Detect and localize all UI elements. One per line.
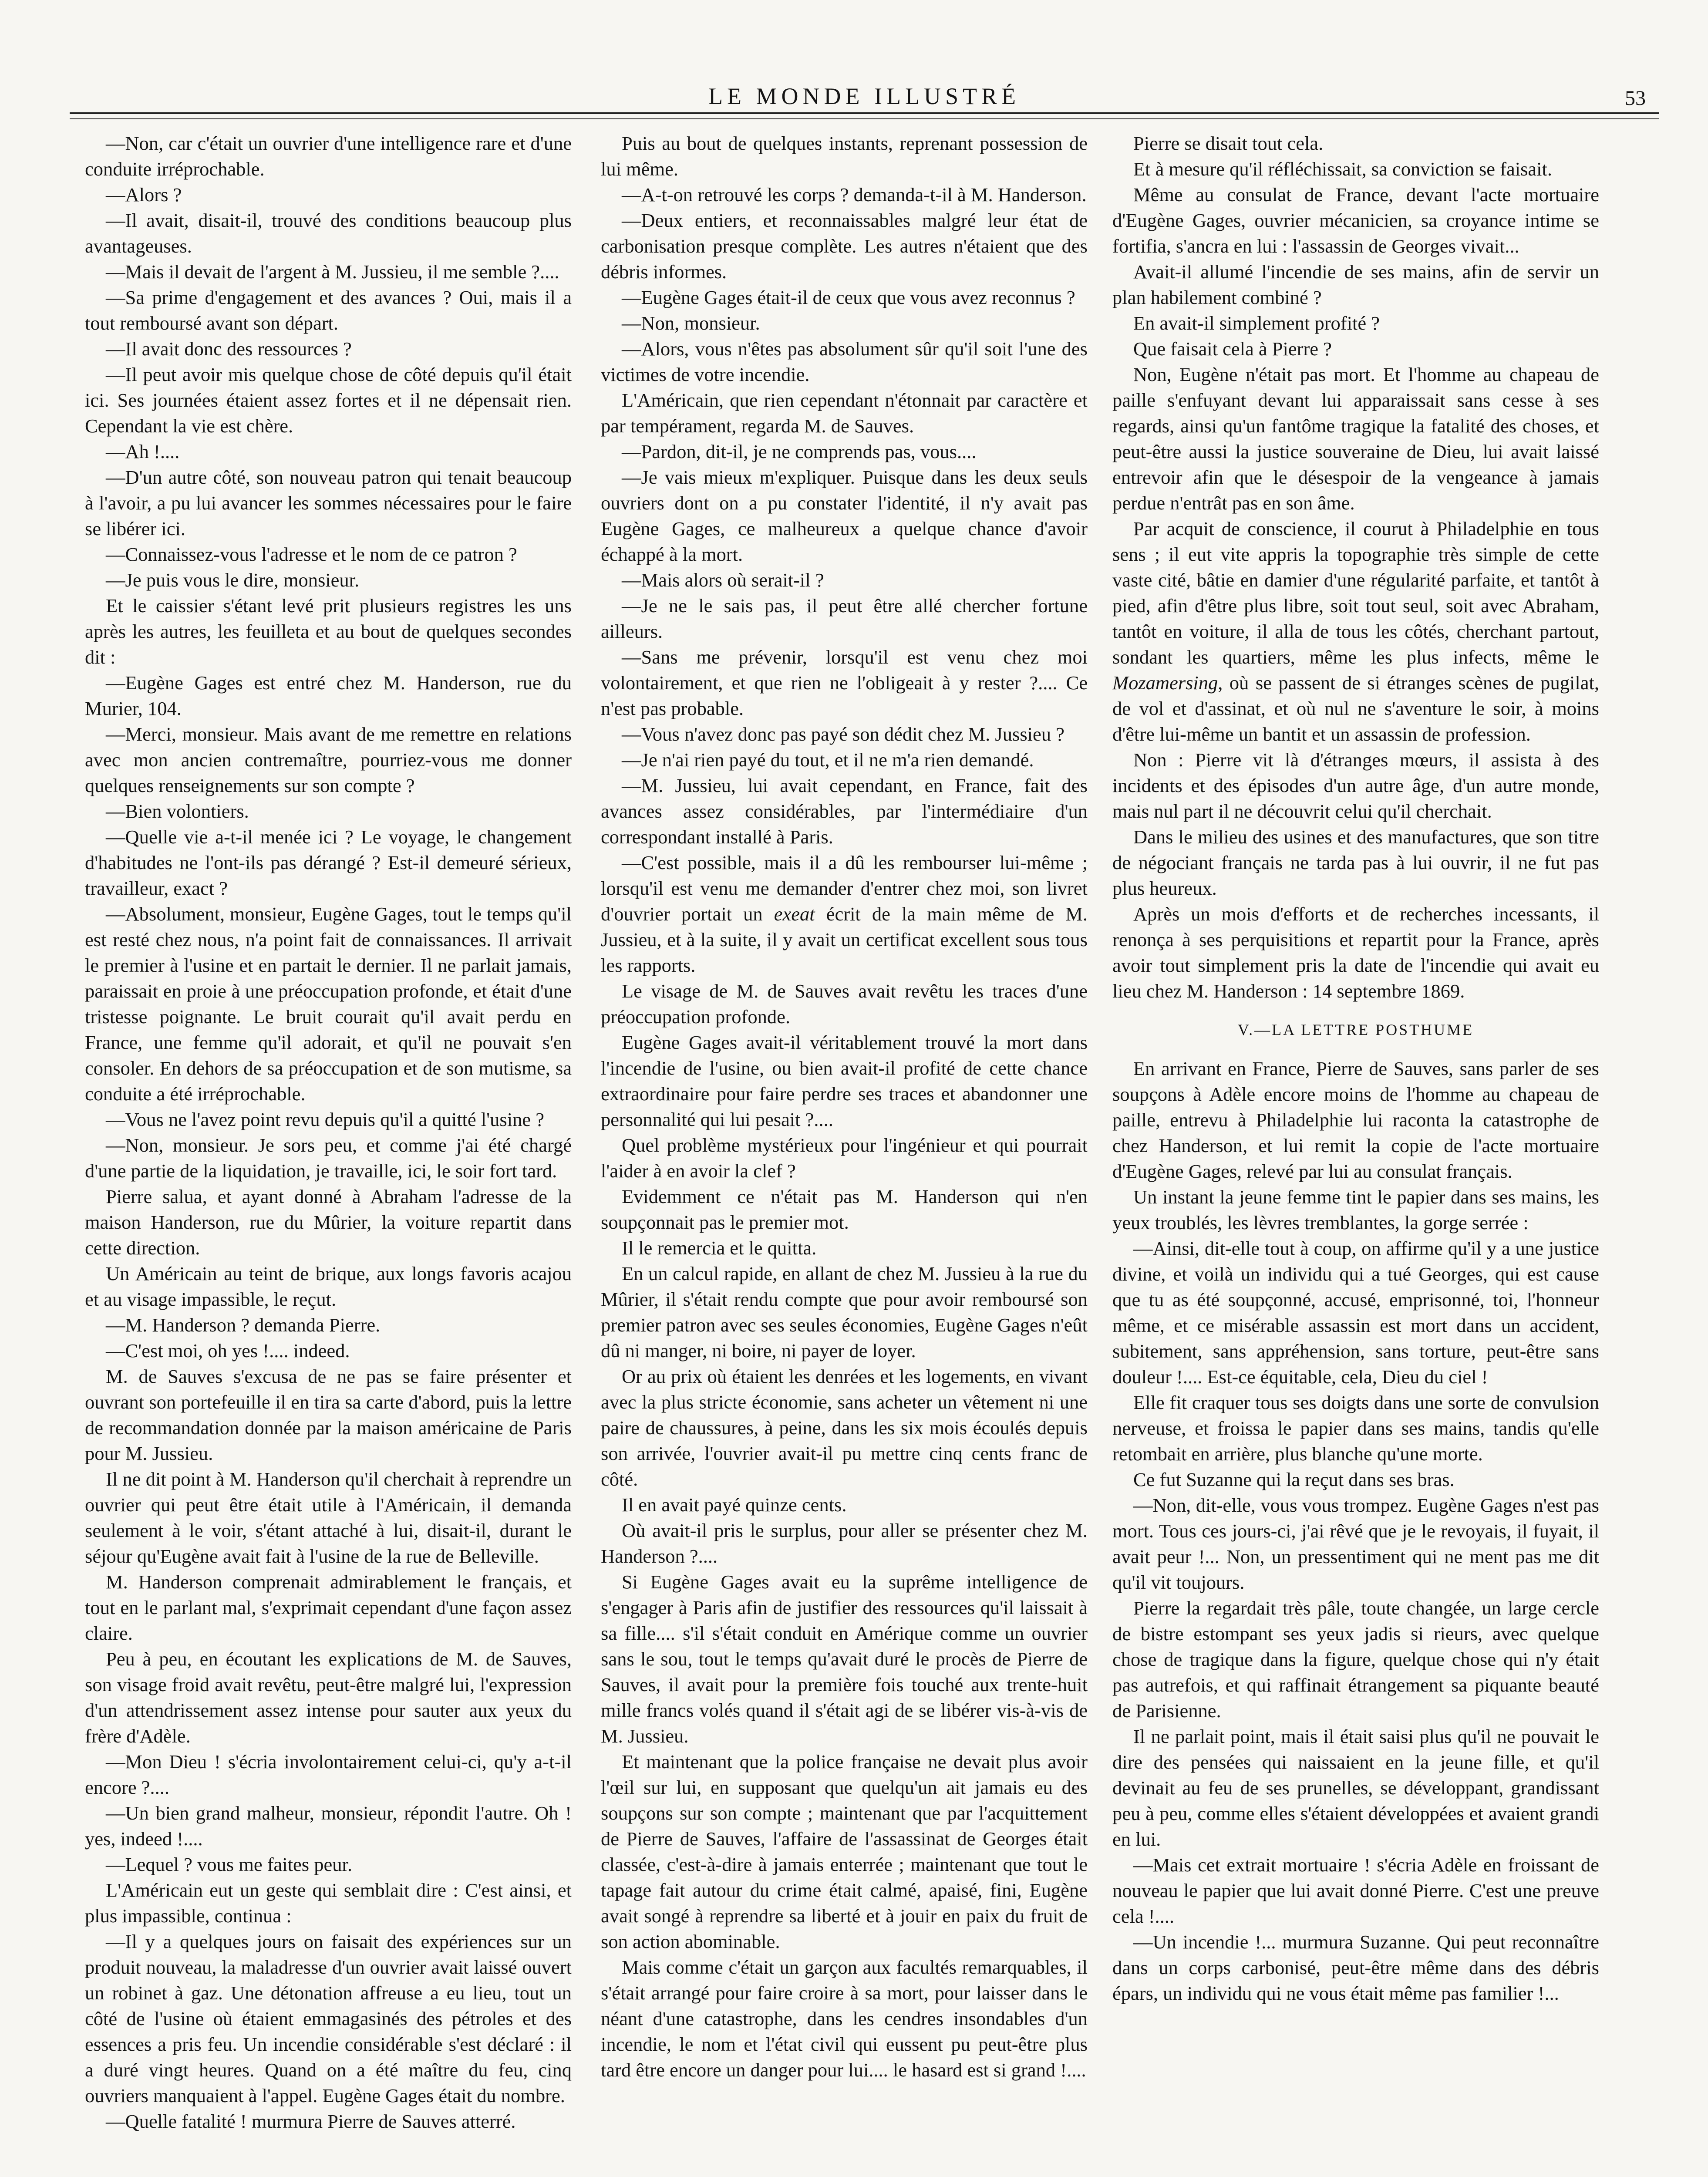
paragraph: Pierre salua, et ayant donné à Abraham l'adresse de la maison Handerson, rue du Mûrier, la voiture repartit dans cette direction. [85, 1186, 572, 1259]
paragraph: —Il avait, disait-il, trouvé des conditions beaucoup plus avantageuses. [85, 209, 572, 257]
header-rule [70, 112, 1659, 114]
paragraph: M. de Sauves s'excusa de ne pas se faire présenter et ouvrant son portefeuille il en tira sa carte d'abord, puis la lettre de recommandation donnée par la maison américaine de Paris pour M. Jussieu. [85, 1365, 572, 1464]
paragraph: Eugène Gages avait-il véritablement trouvé la mort dans l'incendie de l'usine, ou bien avait-il profité de cette chance extraordinaire pour faire perdre ses traces et abandonner une personnalité qui lui pesait ?.... [601, 1031, 1088, 1130]
paragraph: —Ainsi, dit-elle tout à coup, on affirme qu'il y a une justice divine, et voilà un individu qui a tué Georges, qui est cause que tu as été soupçonné, accusé, emprisonné, toi, l'honneur même, et ce misérable assassin est mort dans un accident, subitement, sans appréhension, sans torture, peut-être sans douleur !.... Est-ce équitable, cela, Dieu du ciel ! [1112, 1237, 1599, 1388]
paragraph: —Alors, vous n'êtes pas absolument sûr qu'il soit l'une des victimes de votre incendie. [601, 338, 1088, 385]
text-column-3 [1112, 131, 1599, 2177]
column-3-top [1112, 131, 1599, 1004]
paragraph: Peu à peu, en écoutant les explications de M. de Sauves, son visage froid avait revêtu, peut-être malgré lui, l'expression d'un attendrissement assez intense pour sauter aux yeux du frère d'Adèle. [85, 1648, 572, 1747]
paragraph: Et à mesure qu'il réfléchissait, sa conviction se faisait. [1133, 158, 1552, 180]
paragraph: —Je vais mieux m'expliquer. Puisque dans les deux seuls ouvriers dont on a pu constater l'identité, il n'y avait pas Eugène Gages, ce malheureux a quelque chance d'avoir échappé à la mort. [601, 466, 1088, 565]
paragraph: Mais comme c'était un garçon aux facultés remarquables, il s'était arrangé pour faire croire à sa mort, pour laisser dans le néant d'une catastrophe, dans les cendres insondables d'un incendie, le nom et l'état civil qui eussent pu peut-être plus tard être encore un danger pour lui.... le hasard est si grand !.... [601, 1956, 1088, 2081]
paragraph: —Quelle fatalité ! murmura Pierre de Sauves atterré. [106, 2110, 516, 2132]
paragraph: En un calcul rapide, en allant de chez M. Jussieu à la rue du Mûrier, il s'était rendu compte que pour avoir remboursé son premier patron avec ses seules économies, Eugène Gages n'eût dû ni manger, ni boire, ni payer de loyer. [601, 1263, 1088, 1361]
paragraph: Il ne dit point à M. Handerson qu'il cherchait à reprendre un ouvrier qui peut être était utile à l'Américain, il demanda seulement à le voir, s'étant attaché à lui, disait-il, durant le séjour qu'Eugène avait fait à l'usine de la rue de Belleville. [85, 1468, 572, 1567]
paragraph: —Mon Dieu ! s'écria involontairement celui-ci, qu'y a-t-il encore ?.... [85, 1751, 572, 1798]
section-title: V.—LA LETTRE POSTHUME [1237, 1021, 1474, 1038]
paragraph: —Deux entiers, et reconnaissables malgré leur état de carbonisation presque complète. Les autres n'étaient que des débris informes. [601, 209, 1088, 283]
paragraph: —Bien volontiers. [106, 800, 249, 822]
paragraph: —Il y a quelques jours on faisait des expériences sur un produit nouveau, la maladresse d'un ouvrier avait laissé ouvert un robinet à gaz. Une détonation affreuse a eu lieu, tout un côté de l'usine où étaient emmagasinés des pétroles et des essences a pris feu. Un incendie considérable s'est déclaré : il a duré vingt heures. Quand on a été maître du feu, cinq ouvriers manquaient à l'appel. Eugène Gages était du nombre. [85, 1931, 572, 2106]
paragraph: —M. Jussieu, lui avait cependant, en France, fait des avances assez considérables, par l'intermédiaire d'un correspondant installé à Paris. [601, 775, 1088, 848]
page-number: 53 [1625, 87, 1646, 110]
paragraph: En arrivant en France, Pierre de Sauves, sans parler de ses soupçons à Adèle encore moins de l'homme au chapeau de paille, entrevu à Philadelphie lui raconta la catastrophe de chez Handerson, et lui remit la copie de l'acte mortuaire d'Eugène Gages, relevé par lui au consulat français. [1112, 1058, 1599, 1182]
paragraph: Puis au bout de quelques instants, reprenant possession de lui même. [601, 132, 1088, 180]
paragraph: Même au consulat de France, devant l'acte mortuaire d'Eugène Gages, ouvrier mécanicien, sa croyance intime se fortifia, s'ancra en lui : l'assassin de Georges vivait... [1112, 184, 1599, 257]
paragraph: —Il peut avoir mis quelque chose de côté depuis qu'il était ici. Ses journées étaient assez fortes et il ne dépensait rien. Cependant la vie est chère. [85, 364, 572, 437]
text-column-2 [601, 131, 1088, 2177]
paragraph: —Un bien grand malheur, monsieur, répondit l'autre. Oh ! yes, indeed !.... [85, 1802, 572, 1850]
paragraph: Or au prix où étaient les denrées et les logements, en vivant avec la plus stricte économie, sans acheter un vêtement ni une paire de chaussures, à peine, dans les six mois écoulés depuis son arrivée, l'ouvrier avait-il pu mettre cinq cents franc de côté. [601, 1365, 1088, 1490]
paragraph: —Vous n'avez donc pas payé son dédit chez M. Jussieu ? [622, 723, 1065, 745]
paragraph: —Eugène Gages était-il de ceux que vous avez reconnus ? [622, 286, 1075, 308]
paragraph: —D'un autre côté, son nouveau patron qui tenait beaucoup à l'avoir, a pu lui avancer les sommes nécessaires pour le faire se libérer ici. [85, 466, 572, 539]
paragraph: —Non, dit-elle, vous vous trompez. Eugène Gages n'est pas mort. Tous ces jours-ci, j'ai rêvé que je le revoyais, il fuyait, il avait peur !... Non, un pressentiment qui ne ment pas me dit qu'il vit toujours. [1112, 1494, 1599, 1593]
paragraph: Quel problème mystérieux pour l'ingénieur et qui pourrait l'aider à en avoir la clef ? [601, 1134, 1088, 1182]
paragraph: Il le remercia et le quitta. [622, 1237, 817, 1259]
paragraph: L'Américain eut un geste qui semblait dire : C'est ainsi, et plus impassible, continua : [85, 1879, 572, 1927]
paragraph: —Non, car c'était un ouvrier d'une intelligence rare et d'une conduite irréprochable. [85, 132, 572, 180]
paragraph: Pierre se disait tout cela. [1133, 132, 1324, 154]
paragraph: Elle fit craquer tous ses doigts dans une sorte de convulsion nerveuse, et froissa le papier dans ses mains, tandis qu'elle retombait en arrière, plus blanche qu'une morte. [1112, 1392, 1599, 1465]
paragraph: —Mais cet extrait mortuaire ! s'écria Adèle en froissant de nouveau le papier que lui avait donné Pierre. C'est une preuve cela !.... [1112, 1854, 1599, 1927]
paragraph: —Je n'ai rien payé du tout, et il ne m'a rien demandé. [622, 749, 1034, 771]
paragraph: Le visage de M. de Sauves avait revêtu les traces d'une préoccupation profonde. [601, 980, 1088, 1028]
paragraph: —Absolument, monsieur, Eugène Gages, tout le temps qu'il est resté chez nous, n'a point fait de connaissances. Il arrivait le premier à l'usine et en partait le dernier. Il ne parlait jamais, paraissait en proie à une préoccupation profonde, et était d'une tristesse poignante. Le bruit courait qu'il avait perdu en France, une femme qu'il adorait, et qu'il ne pouvait s'en consoler. En dehors de sa préoccupation et de son mutisme, sa conduite a été irréprochable. [85, 903, 572, 1105]
paragraph: Il ne parlait point, mais il était saisi plus qu'il ne pouvait le dire des pensées qui naissaient en la jeune fille, et qu'il devinait au feu de ses prunelles, se développant, grandissant peu à peu, comme elles s'étaient développées et avaient grandi en lui. [1112, 1725, 1599, 1850]
paragraph: Un instant la jeune femme tint le papier dans ses mains, les yeux troublés, les lèvres tremblantes, la gorge serrée : [1112, 1186, 1599, 1233]
paragraph: L'Américain, que rien cependant n'étonnait par caractère et par tempérament, regarda M. de Sauves. [601, 389, 1088, 437]
paragraph: —Je ne le sais pas, il peut être allé chercher fortune ailleurs. [601, 595, 1088, 642]
paragraph: —Un incendie !... murmura Suzanne. Qui peut reconnaître dans un corps carbonisé, peut-être même dans des débris épars, un individu qui ne vous était même pas familier !... [1112, 1931, 1599, 2004]
paragraph: —Je puis vous le dire, monsieur. [106, 569, 360, 591]
paragraph: Que faisait cela à Pierre ? [1133, 338, 1332, 360]
paragraph: Et le caissier s'étant levé prit plusieurs registres les uns après les autres, les feuilleta et au bout de quelques secondes dit : [85, 595, 572, 668]
masthead: LE MONDE ILLUSTRÉ [708, 83, 1020, 109]
paragraph: Un Américain au teint de brique, aux longs favoris acajou et au visage impassible, le reçut. [85, 1263, 572, 1310]
paragraph: Dans le milieu des usines et des manufactures, que son titre de négociant français ne tarda pas à lui ouvrir, il ne fut pas plus heureux. [1112, 826, 1599, 899]
paragraph: —Pardon, dit-il, je ne comprends pas, vous.... [622, 441, 977, 462]
paragraph: Ce fut Suzanne qui la reçut dans ses bras. [1133, 1469, 1455, 1490]
header-rule [70, 118, 1659, 119]
paragraph: —Connaissez-vous l'adresse et le nom de ce patron ? [106, 543, 517, 565]
paragraph: —C'est possible, mais il a dû les rembourser lui-même ; lorsqu'il est venu me demander d'entrer chez moi, son livret d'ouvrier portait un exeat écrit de la main même de M. Jussieu, et à la suite, il y avait un certificat excellent sous tous les rapports. [601, 852, 1088, 976]
paragraph: —Ah !.... [106, 441, 180, 462]
paragraph: Pierre la regardait très pâle, toute changée, un large cercle de bistre estompant ses yeux jadis si rieurs, avec quelque chose de tragique dans la figure, quelque chose qui n'y était pas autrefois, et qui raffinait étrangement sa piquante beauté de Parisienne. [1112, 1597, 1599, 1722]
paragraph: M. Handerson comprenait admirablement le français, et tout en le parlant mal, s'exprimait cependant d'une façon assez claire. [85, 1571, 572, 1644]
paragraph: —Non, monsieur. Je sors peu, et comme j'ai été chargé d'une partie de la liquidation, je travaille, ici, le soir fort tard. [85, 1134, 572, 1182]
paragraph: —Vous ne l'avez point revu depuis qu'il a quitté l'usine ? [106, 1109, 544, 1130]
paragraph: Par acquit de conscience, il courut à Philadelphie en tous sens ; il eut vite appris la topographie très simple de cette vaste cité, bâtie en damier d'une régularité parfaite, et tantôt à pied, afin d'être plus libre, soit tout seul, soit avec Abraham, tantôt en voiture, il alla de tous les côtés, cherchant partout, sondant les quartiers, même les plus infects, même le Mozamersing, où se passent de si étranges scènes de pugilat, de vol et d'assinat, et où nul ne s'aventure le soir, à moins d'être lui-même un bantit et un assassin de profession. [1112, 518, 1599, 745]
paragraph: —Sans me prévenir, lorsqu'il est venu chez moi volontairement, et que rien ne l'obligeait à y rester ?.... Ce n'est pas probable. [601, 646, 1088, 719]
paragraph: Et maintenant que la police française ne devait plus avoir l'œil sur lui, en supposant que quelqu'un ait jamais eu des soupçons sur son compte ; maintenant que par l'acquittement de Pierre de Sauves, l'affaire de l'assassinat de Georges était classée, c'est-à-dire à jamais enterrée ; maintenant que tout le tapage fait autour du crime était calmé, apaisé, fini, Eugène avait songé à reprendre sa liberté et à jouir en paix du fruit de son action abominable. [601, 1751, 1088, 1952]
paragraph: Non, Eugène n'était pas mort. Et l'homme au chapeau de paille s'enfuyant devant lui apparaissait sans cesse à ses regards, ainsi qu'un fantôme tragique la fatalité des choses, et peut-être aussi la justice souveraine de Dieu, lui avait laissé entrevoir afin que le désespoir de la vengeance à jamais perdue n'entrât pas en son âme. [1112, 364, 1599, 514]
paragraph: Non : Pierre vit là d'étranges mœurs, il assista à des incidents et des épisodes d'un autre âge, d'un autre monde, mais nul part il ne découvrit celui qu'il cherchait. [1112, 749, 1599, 822]
paragraph: —Sa prime d'engagement et des avances ? Oui, mais il a tout remboursé avant son départ. [85, 286, 572, 334]
paragraph: —Quelle vie a-t-il menée ici ? Le voyage, le changement d'habitudes ne l'ont-ils pas dérangé ? Est-il demeuré sérieux, travailleur, exact ? [85, 826, 572, 899]
paragraph: Avait-il allumé l'incendie de ses mains, afin de servir un plan habilement combiné ? [1112, 261, 1599, 308]
paragraph: —Lequel ? vous me faites peur. [106, 1853, 352, 1875]
paragraph: —Merci, monsieur. Mais avant de me remettre en relations avec mon ancien contremaître, pourriez-vous me donner quelques renseignements sur son compte ? [85, 723, 572, 796]
paragraph: —Mais il devait de l'argent à M. Jussieu, il me semble ?.... [106, 261, 559, 283]
paragraph: Evidemment ce n'était pas M. Handerson qui n'en soupçonnait pas le premier mot. [601, 1186, 1088, 1233]
paragraph: —M. Handerson ? demanda Pierre. [106, 1314, 381, 1336]
paragraph: —Il avait donc des ressources ? [106, 338, 352, 360]
paragraph: Il en avait payé quinze cents. [622, 1494, 847, 1516]
paragraph: —Eugène Gages est entré chez M. Handerson, rue du Murier, 104. [85, 672, 572, 719]
paragraph: —A-t-on retrouvé les corps ? demanda-t-il à M. Handerson. [622, 184, 1087, 206]
paragraph: —Alors ? [106, 184, 182, 206]
paragraph: En avait-il simplement profité ? [1133, 312, 1380, 334]
paragraph: —C'est moi, oh yes !.... indeed. [106, 1340, 350, 1361]
paragraph: Après un mois d'efforts et de recherches incessants, il renonça à ses perquisitions et repartit pour la France, après avoir tout simplement pris la date de l'incendie qui avait eu lieu chez M. Handerson : 14 septembre 1869. [1112, 903, 1599, 1002]
page-header [70, 65, 1659, 113]
column-3-bottom [1112, 1056, 1599, 2006]
paragraph: —Mais alors où serait-il ? [622, 569, 824, 591]
paragraph: —Non, monsieur. [622, 312, 760, 334]
paragraph: Si Eugène Gages avait eu la suprême intelligence de s'engager à Paris afin de justifier des ressources qu'il laissait à sa fille.... s'il s'était conduit en Amérique comme un ouvrier sans le sou, tout le temps qu'avait duré le procès de Pierre de Sauves, il avait pour la première fois touché aux trente-huit mille francs volés quand il s'était agi de se libérer vis-à-vis de M. Jussieu. [601, 1571, 1088, 1747]
text-column-1 [85, 131, 572, 2177]
paragraph: Où avait-il pris le surplus, pour aller se présenter chez M. Handerson ?.... [601, 1520, 1088, 1567]
